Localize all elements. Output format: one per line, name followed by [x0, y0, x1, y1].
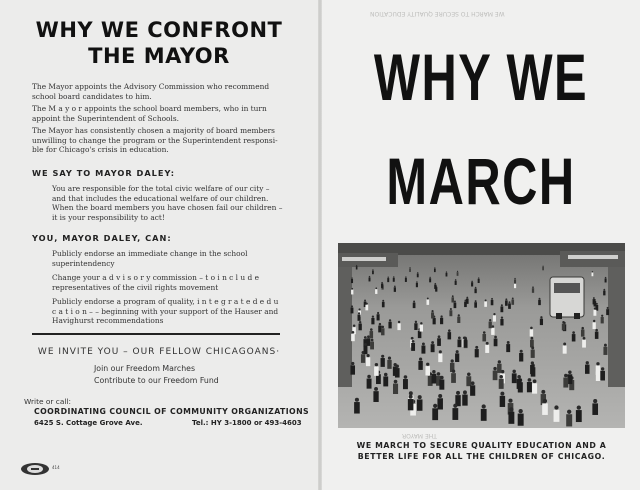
- invite-item: Join our Freedom Marches: [94, 364, 196, 373]
- right-panel: [322, 0, 640, 490]
- paragraph-majority: The Mayor has consistently chosen a majority of board members unwilling to change the program or the Superintendent responsi-ble for Chicago's crisis in education.: [32, 126, 278, 155]
- can-item: Publicly endorse a program of quality, i n t e g r a t e d e d u c a t i o n – – beginning with your support of the Hauser and Havighurst recommendations: [52, 297, 279, 326]
- address: 6425 S. Cottage Grove Ave.: [34, 419, 143, 427]
- can-heading: YOU, MAYOR DALEY, CAN:: [32, 233, 172, 243]
- invite-heading: WE INVITE YOU – OUR FELLOW CHICAGOANS·: [37, 347, 281, 357]
- divider-rule: [32, 333, 280, 335]
- telephone: Tel.: HY 3-1800 or 493-4603: [192, 419, 302, 427]
- can-item: Change your a d v i s o r y commission – t o i n c l u d e representatives of the civil rights movement: [52, 273, 259, 292]
- org-name: COORDINATING COUNCIL OF COMMUNITY ORGANIZATIONS: [34, 407, 310, 416]
- paragraph-board: The M a y o r appoints the school board members, who in turn appoint the Superintendent of Schools.: [32, 104, 267, 123]
- caption: WE MARCH TO SECURE QUALITY EDUCATION AND A BETTER LIFE FOR ALL THE CHILDREN OF CHICAGO.: [356, 441, 607, 461]
- paragraph-advisory: The Mayor appoints the Advisory Commission who recommend school board candidates to him.: [32, 82, 270, 101]
- say-text: You are responsible for the total civic welfare of our city – and that includes the educational welfare of our children. When the board members you have chosen fail our children – it is your responsibility to act!: [52, 184, 283, 222]
- bleed-through-text: THE MAYOR: [402, 432, 437, 439]
- headline-line2: THE MAYOR: [88, 44, 230, 68]
- march-photo-image: [338, 243, 625, 428]
- union-label-icon: [20, 462, 50, 476]
- say-heading: WE SAY TO MAYOR DALEY:: [32, 168, 175, 178]
- title-line2: MARCH: [386, 144, 576, 218]
- title-line1: WHY WE: [373, 40, 589, 114]
- can-item: Publicly endorse an immediate change in the school superintendency: [52, 249, 248, 268]
- bleed-through-text: WE MARCH TO SECURE QUALITY EDUCATION: [370, 10, 505, 17]
- write-label: Write or call:: [24, 397, 71, 406]
- march-photo: [338, 243, 625, 428]
- invite-item: Contribute to our Freedom Fund: [94, 376, 219, 385]
- headline-line1: WHY WE CONFRONT: [35, 18, 283, 42]
- union-bug-number: 414: [52, 465, 60, 470]
- left-panel: [0, 0, 318, 490]
